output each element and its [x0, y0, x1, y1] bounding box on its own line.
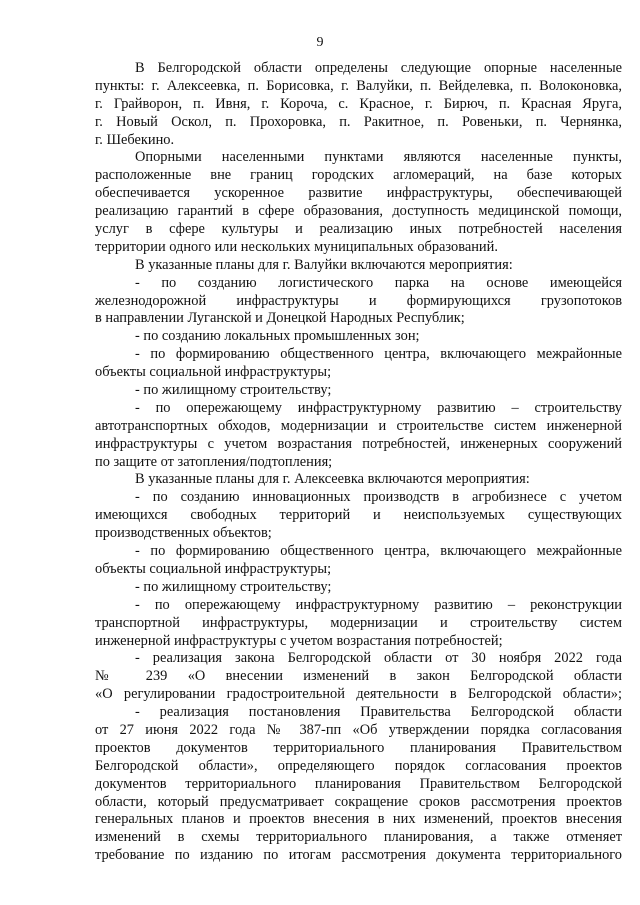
text-line: в направлении Луганской и Донецкой Народных Республик; [95, 310, 465, 327]
text-line: г. Новый Оскол, п. Прохоровка, п. Ракитное, п. Ровеньки, п. Чернянка, [95, 113, 622, 130]
text-line: реализацию гарантий в сфере образования, доступность медицинской помощи, [95, 203, 622, 220]
text-line: документов территориального планирования Правительством Белгородской [95, 775, 622, 792]
text-line: проектов документов территориального планирования Правительством [95, 739, 622, 756]
text-line: объекты социальной инфраструктуры; [95, 364, 332, 381]
page-number: 9 [316, 35, 324, 50]
text-line: инфраструктуры с учетом возрастания потребностей, инженерных сооружений [95, 435, 622, 452]
text-line: услуг в сфере культуры и реализацию иных потребностей населения [95, 221, 622, 238]
text-line: «О регулировании градостроительной деятельности в Белгородской области»; [95, 686, 622, 703]
text-line: г. Грайворон, п. Ивня, г. Короча, с. Красное, г. Бирюч, п. Красная Яруга, [95, 95, 622, 112]
text-line: от 27 июня 2022 года № 387-пп «Об утверждении порядка согласования [95, 721, 622, 738]
text-line: инженерной инфраструктуры с учетом возрастания потребностей; [95, 632, 503, 649]
text-line: территории одного или нескольких муниципальных образований. [95, 238, 498, 255]
text-line: Белгородской области», определяющего порядок согласования проектов [95, 757, 622, 774]
text-line: - по созданию логистического парка на основе имеющейся [135, 274, 622, 291]
text-line: расположенные вне границ городских агломераций, на базе которых [95, 167, 622, 184]
text-line: Опорными населенными пунктами являются населенные пункты, [135, 149, 622, 166]
text-line: обеспечивается ускоренное развитие инфраструктуры, обеспечивающей [95, 185, 622, 202]
text-line: г. Шебекино. [95, 131, 175, 148]
text-line: транспортной инфраструктуры, модернизации и строительству систем [95, 614, 622, 631]
text-line: - по формированию общественного центра, включающего межрайонные [135, 543, 622, 560]
text-line: - по созданию инновационных производств в агробизнесе с учетом [135, 489, 622, 506]
text-line: по защите от затопления/подтопления; [95, 453, 333, 470]
text-line: требование по изданию по итогам рассмотрения документа территориального [95, 847, 622, 864]
text-line: № 239 «О внесении изменений в закон Белгородской области [95, 668, 622, 685]
text-line: пункты: г. Алексеевка, п. Борисовка, г. Валуйки, п. Вейделевка, п. Волоконовка, [95, 77, 622, 94]
text-line: - по опережающему инфраструктурному развитию – строительству [135, 399, 622, 416]
text-line: - по опережающему инфраструктурному развитию – реконструкции [135, 596, 622, 613]
text-line: производственных объектов; [95, 525, 272, 542]
text-line: железнодорожной инфраструктуры и формирующихся грузопотоков [95, 292, 622, 309]
text-line: - по жилищному строительству; [135, 578, 332, 595]
text-line: - по созданию локальных промышленных зон; [135, 328, 420, 345]
text-line: В указанные планы для г. Алексеевка включаются мероприятия: [135, 471, 530, 488]
text-line: генеральных планов и проектов внесения в них изменений, проектов внесения [95, 811, 622, 828]
text-line: В Белгородской области определены следующие опорные населенные [135, 60, 622, 76]
text-line: области, который предусматривает сокращение сроков рассмотрения проектов [95, 793, 622, 810]
text-line: изменений в схемы территориального планирования, а также отменяет [95, 829, 622, 846]
text-line: - реализация постановления Правительства Белгородской области [135, 704, 622, 721]
text-line: - по жилищному строительству; [135, 382, 332, 399]
text-line: имеющихся свободных территорий и неиспользуемых существующих [95, 507, 622, 524]
text-line: - по формированию общественного центра, включающего межрайонные [135, 346, 622, 363]
text-line: В указанные планы для г. Валуйки включаются мероприятия: [135, 256, 513, 273]
text-line: объекты социальной инфраструктуры; [95, 560, 332, 577]
text-line: - реализация закона Белгородской области от 30 ноября 2022 года [135, 650, 622, 667]
text-line: автотранспортных обходов, модернизации и строительстве систем инженерной [95, 417, 622, 434]
body-text [95, 60, 622, 865]
